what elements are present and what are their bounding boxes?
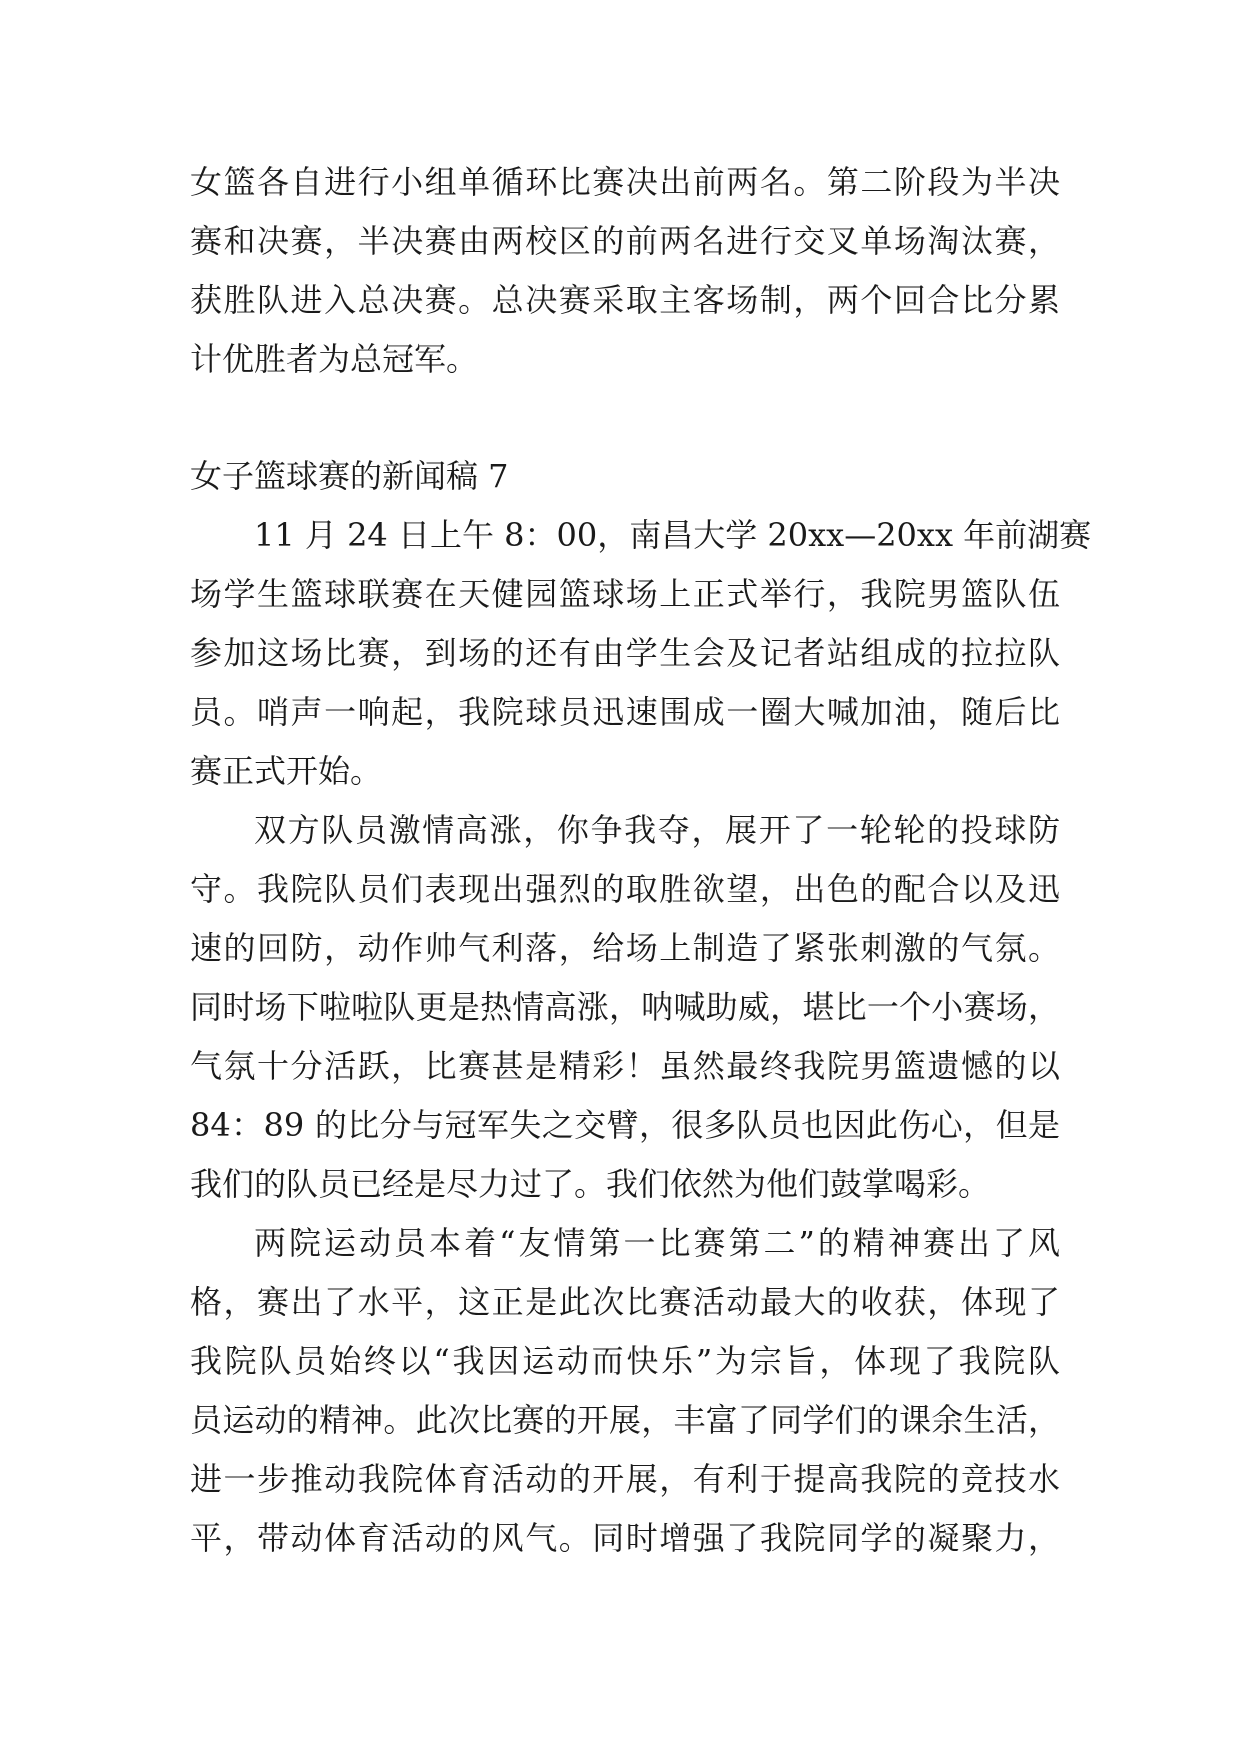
text-line: 速的回防，动作帅气利落，给场上制造了紧张刺激的气氛。 (190, 929, 1060, 967)
paragraph-3 (190, 801, 1060, 1214)
text-line: 同时场下啦啦队更是热情高涨，呐喊助威，堪比一个小赛场， (190, 988, 1060, 1026)
text-line: 获胜队进入总决赛。总决赛采取主客场制，两个回合比分累 (190, 281, 1060, 319)
text-line: 女篮各自进行小组单循环比赛决出前两名。第二阶段为半决 (190, 163, 1060, 201)
text-line: 两院运动员本着“友情第一比赛第二”的精神赛出了风 (254, 1224, 1060, 1262)
text-line: 员运动的精神。此次比赛的开展，丰富了同学们的课余生活， (190, 1401, 1060, 1439)
article-heading: 女子篮球赛的新闻稿 7 (190, 457, 509, 495)
text-line: 赛和决赛，半决赛由两校区的前两名进行交叉单场淘汰赛， (190, 222, 1060, 260)
text-line: 11 月 24 日上午 8：00，南昌大学 20xx—20xx 年前湖赛 (254, 516, 1092, 554)
text-line: 计优胜者为总冠军。 (190, 340, 479, 378)
paragraph-1 (190, 153, 1060, 389)
text-line: 格，赛出了水平，这正是此次比赛活动最大的收获，体现了 (190, 1283, 1060, 1321)
text-line: 双方队员激情高涨，你争我夺，展开了一轮轮的投球防 (254, 811, 1060, 849)
paragraph-spacer (190, 389, 1060, 447)
text-line: 守。我院队员们表现出强烈的取胜欲望，出色的配合以及迅 (190, 870, 1060, 908)
paragraph-2 (190, 506, 1092, 801)
text-line: 气氛十分活跃，比赛甚是精彩！虽然最终我院男篮遗憾的以 (190, 1047, 1060, 1085)
text-line: 场学生篮球联赛在天健园篮球场上正式举行，我院男篮队伍 (190, 575, 1060, 613)
text-line: 我院队员始终以“我因运动而快乐”为宗旨，体现了我院队 (190, 1342, 1060, 1380)
text-line: 参加这场比赛，到场的还有由学生会及记者站组成的拉拉队 (190, 634, 1060, 672)
document-body (190, 153, 1092, 1568)
text-line: 赛正式开始。 (190, 752, 383, 790)
text-line: 员。哨声一响起，我院球员迅速围成一圈大喊加油，随后比 (190, 693, 1060, 731)
text-line: 进一步推动我院体育活动的开展，有利于提高我院的竞技水 (190, 1460, 1060, 1498)
paragraph-4 (190, 1214, 1060, 1568)
text-line: 84：89 的比分与冠军失之交臂，很多队员也因此伤心，但是 (190, 1106, 1060, 1144)
text-line: 我们的队员已经是尽力过了。我们依然为他们鼓掌喝彩。 (190, 1165, 991, 1203)
text-line: 平，带动体育活动的风气。同时增强了我院同学的凝聚力， (190, 1519, 1060, 1557)
